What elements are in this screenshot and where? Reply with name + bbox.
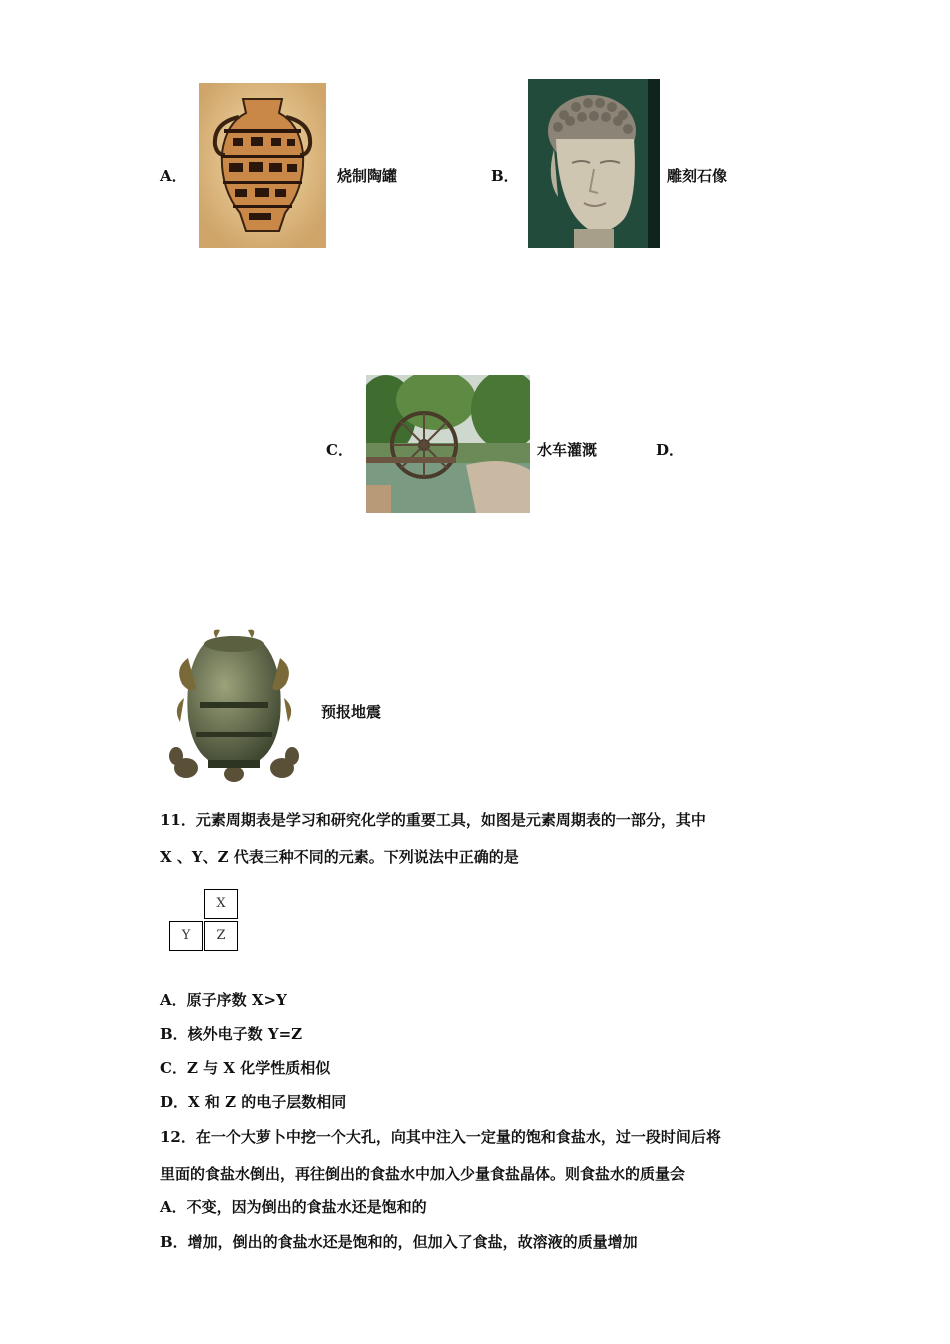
periodic-table-fragment xyxy=(169,889,241,952)
q11-stem-line1: 11．元素周期表是学习和研究化学的重要工具，如图是元素周期表的一部分，其中 xyxy=(160,811,706,829)
q12-option-b: B．增加，倒出的食盐水还是饱和的，但加入了食盐，故溶液的质量增加 xyxy=(160,1233,638,1251)
option-c-label: C． xyxy=(326,441,353,459)
element-y-cell: Y xyxy=(169,921,203,951)
option-b-caption: 雕刻石像 xyxy=(667,167,728,185)
q12-option-a: A．不变，因为倒出的食盐水还是饱和的 xyxy=(160,1198,427,1216)
option-b-label: B． xyxy=(491,167,519,185)
q12-stem-line1: 12．在一个大萝卜中挖一个大孔，向其中注入一定量的饱和食盐水，过一段时间后将 xyxy=(160,1128,721,1146)
option-d-label: D． xyxy=(656,441,685,459)
q11-option-a: A．原子序数 X>Y xyxy=(160,991,287,1009)
stone-buddha-head-image xyxy=(528,79,660,248)
q11-stem-line2: X 、Y、Z 代表三种不同的元素。下列说法中正确的是 xyxy=(160,848,519,866)
q11-option-d: D．X 和 Z 的电子层数相同 xyxy=(160,1093,347,1111)
element-z-cell: Z xyxy=(204,921,238,951)
option-d-caption: 预报地震 xyxy=(321,703,382,721)
pottery-jar-image xyxy=(199,83,326,248)
element-x-cell: X xyxy=(204,889,238,919)
option-c-caption: 水车灌溉 xyxy=(537,441,598,459)
q11-option-b: B．核外电子数 Y=Z xyxy=(160,1025,303,1043)
q12-stem-line2: 里面的食盐水倒出，再往倒出的食盐水中加入少量食盐晶体。则食盐水的质量会 xyxy=(160,1165,686,1183)
water-wheel-image xyxy=(366,375,530,513)
q11-option-c: C．Z 与 X 化学性质相似 xyxy=(160,1059,331,1077)
option-a-caption: 烧制陶罐 xyxy=(337,167,398,185)
seismoscope-image xyxy=(160,628,308,785)
option-a-label: A． xyxy=(160,167,187,185)
